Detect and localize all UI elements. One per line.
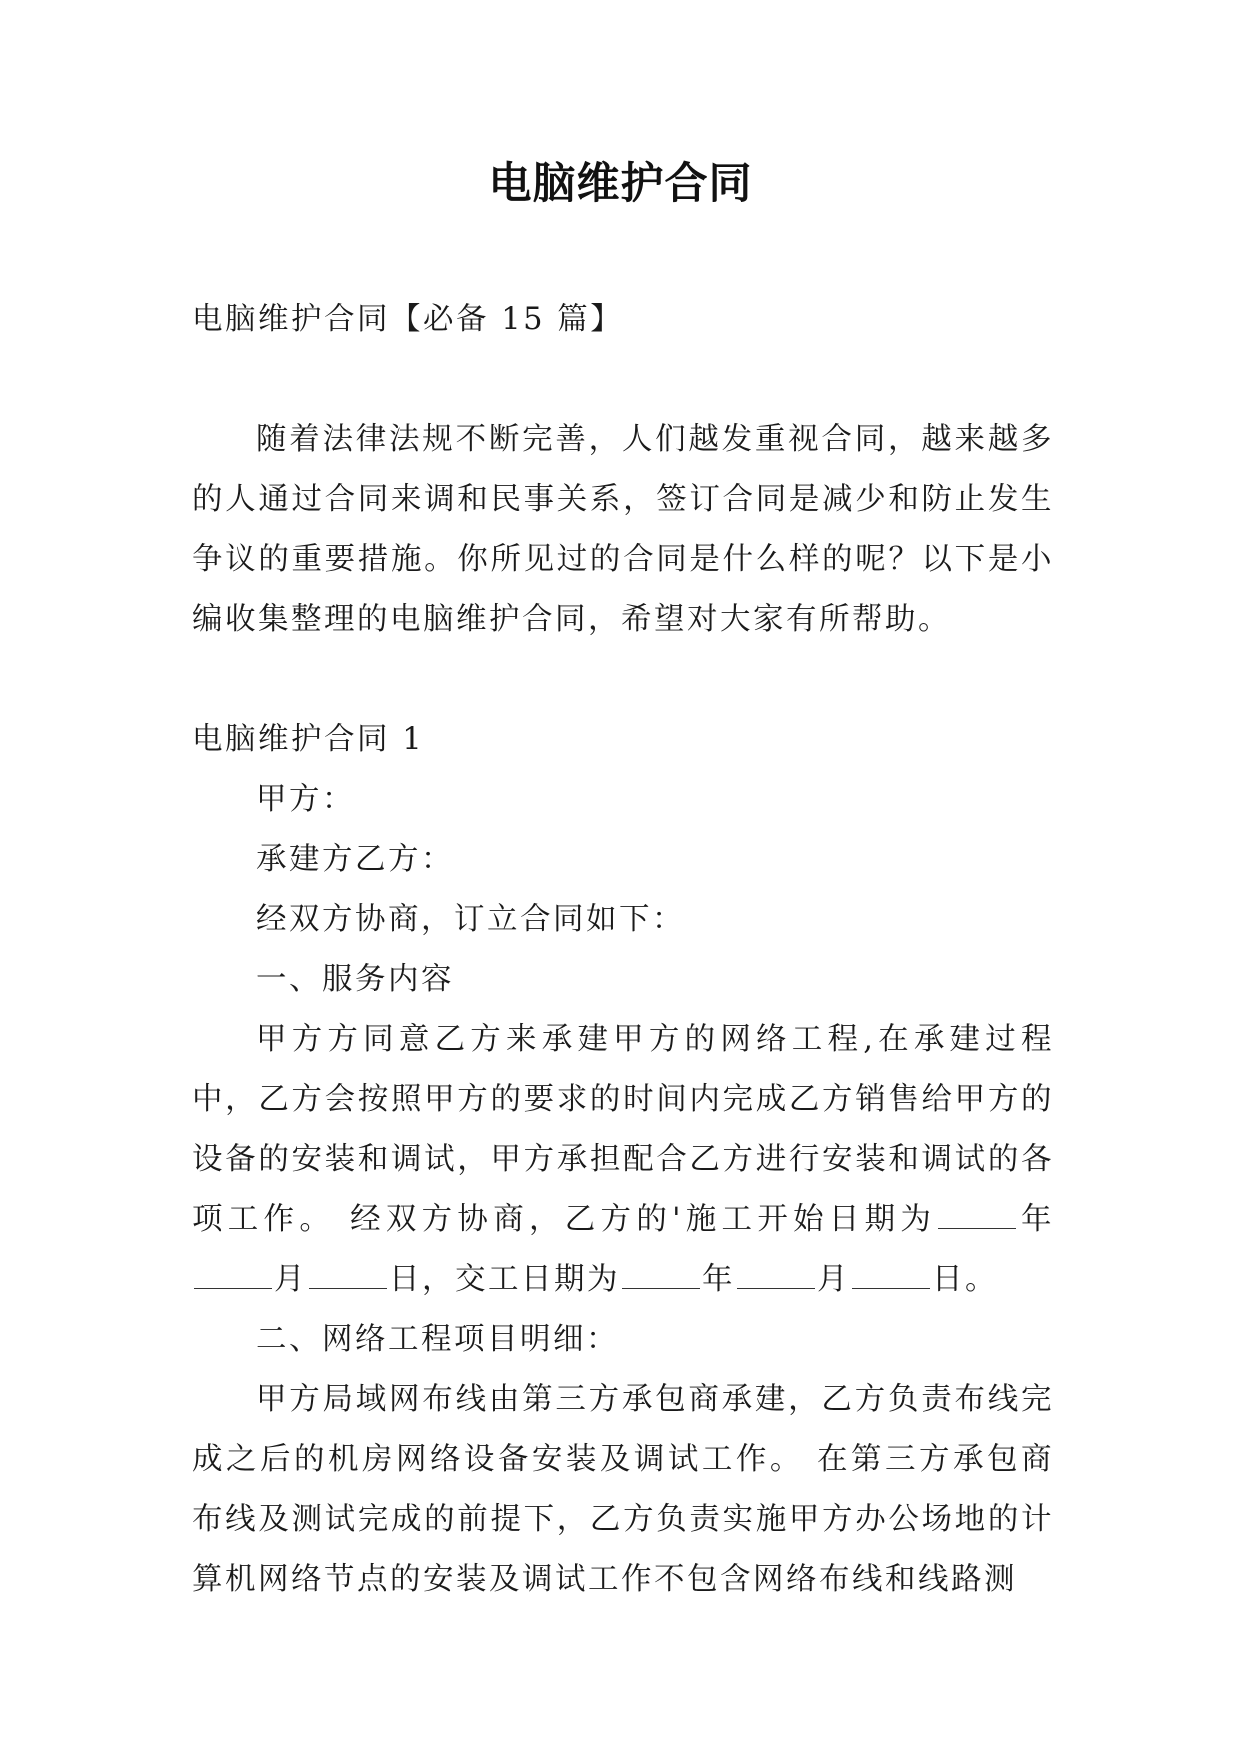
start-year-label: 年 <box>1018 1202 1054 1237</box>
start-day-blank <box>309 1258 387 1289</box>
end-year-blank <box>622 1258 700 1289</box>
end-month-blank <box>737 1258 815 1289</box>
section-heading: 电脑维护合同 1 <box>192 722 425 757</box>
start-year-blank <box>938 1198 1016 1229</box>
party-a-line: 甲方： <box>256 782 355 817</box>
clause-1-heading: 一、服务内容 <box>256 962 454 997</box>
party-b-line: 承建方乙方： <box>256 842 454 877</box>
end-month-label: 月 <box>817 1262 850 1297</box>
document-title: 电脑维护合同 <box>488 159 753 209</box>
delivery-date-label: 日，交工日期为 <box>389 1262 620 1297</box>
clause-2-paragraph: 甲方局域网布线由第三方承包商承建，乙方负责布线完成之后的机房网络设备安装及调试工作。 在第三方承包商布线及测试完成的前提下，乙方负责实施甲方办公场地的计算机网络节点的安装及调试工作不包含网络布线和线路测 <box>192 1382 1054 1597</box>
document-body <box>192 290 1054 1610</box>
agreement-line: 经双方协商，订立合同如下： <box>256 902 685 937</box>
end-year-label: 年 <box>702 1262 735 1297</box>
clause-1-text: 甲方方同意乙方来承建甲方的网络工程,在承建过程中，乙方会按照甲方的要求的时间内完成乙方销售给甲方的设备的安装和调试，甲方承担配合乙方进行安装和调试的各项工作。 经双方协商，乙方的'施工开始日期为 <box>192 1022 1054 1237</box>
clause-1-paragraph <box>192 1010 1054 1310</box>
document-subtitle: 电脑维护合同【必备 15 篇】 <box>192 302 624 337</box>
intro-paragraph: 随着法律法规不断完善，人们越发重视合同，越来越多的人通过合同来调和民事关系，签订合同是减少和防止发生争议的重要措施。你所见过的合同是什么样的呢？以下是小编收集整理的电脑维护合同，希望对大家有所帮助。 <box>192 422 1054 637</box>
start-month-blank <box>194 1258 272 1289</box>
clause-2-heading: 二、网络工程项目明细： <box>256 1322 619 1357</box>
end-day-blank <box>852 1258 930 1289</box>
start-month-label: 月 <box>274 1262 307 1297</box>
end-day-label: 日。 <box>932 1262 998 1297</box>
